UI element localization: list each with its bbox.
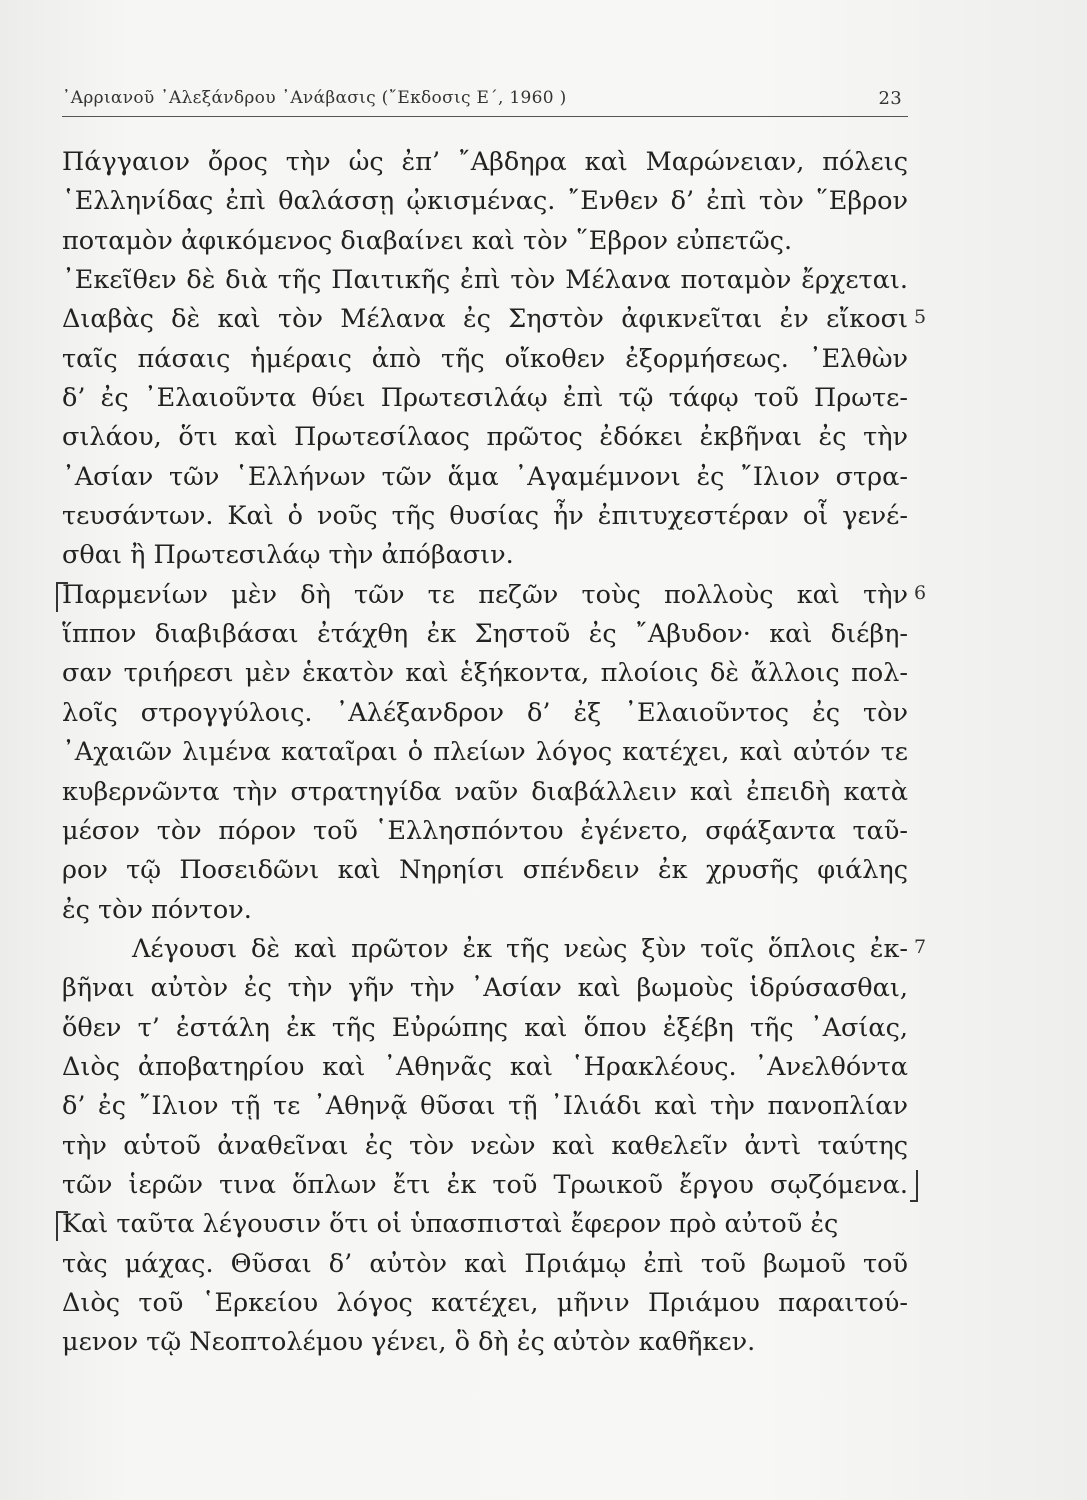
text-line: Λέγουσι δὲ καὶ πρῶτον ἐκ τῆς νεὼς ξὺν τοῖς ὅπλοις ἐκ-	[132, 933, 908, 964]
text-line: μενον τῷ Νεοπτολέμου γένει, ὃ δὴ ἐς αὐτὸν καθῆκεν.	[62, 1327, 756, 1358]
text-line: Διαβὰς δὲ καὶ τὸν Μέλανα ἐς Σηστὸν ἀφικνεῖται ἐν εἴκοσι	[62, 304, 908, 335]
text-line: ᾿Εκεῖθεν δὲ διὰ τῆς Παιτικῆς ἐπὶ τὸν Μέλανα ποταμὸν ἔρχεται.	[62, 265, 908, 296]
text-line: δ’ ἐς ῎Ιλιον τῇ τε ᾿Αθηνᾷ θῦσαι τῇ ᾿Ιλιάδι καὶ τὴν πανοπλίαν	[62, 1091, 908, 1122]
text-line: τῶν ἱερῶν τινα ὅπλων ἔτι ἐκ τοῦ Τρωικοῦ ἔργου σῳζόμενα.	[62, 1166, 908, 1205]
text-line: ρον τῷ Ποσειδῶνι καὶ Νηρηίσι σπένδειν ἐκ χρυσῆς φιάλης	[62, 855, 908, 886]
text-line: λοῖς στρογγύλοις. ᾿Αλέξανδρον δ’ ἐξ ᾿Ελαιοῦντος ἐς τὸν	[62, 697, 908, 728]
text-line: ᾿Ασίαν τῶν ῾Ελλήνων τῶν ἅμα ᾿Αγαμέμνονι ἐς ῎Ιλιον στρα-	[62, 461, 908, 492]
text-line: ῾Ελληνίδας ἐπὶ θαλάσσῃ ᾠκισμένας. ῎Ενθεν δ’ ἐπὶ τὸν ῞Εβρον	[62, 186, 908, 217]
running-header-title: ᾿Αρριανοῦ ᾿Αλεξάνδρου ᾿Ανάβασις (῎Εκδοσις Ε΄, 1960 )	[62, 88, 567, 108]
text-line: ἐς τὸν πόντον.	[62, 894, 252, 925]
text-line: ἵππον διαβιβάσαι ἐτάχθη ἐκ Σηστοῦ ἐς ῎Αβυδον· καὶ διέβη-	[62, 619, 908, 650]
text-line: βῆναι αὐτὸν ἐς τὴν γῆν τὴν ᾿Ασίαν καὶ βωμοὺς ἱδρύσασθαι,	[62, 973, 908, 1004]
section-number: 7	[914, 936, 927, 958]
header-rule	[62, 116, 908, 117]
text-line: ποταμὸν ἀφικόμενος διαβαίνει καὶ τὸν ῞Εβρον εὐπετῶς.	[62, 225, 793, 256]
text-line: Καὶ ταῦτα λέγουσιν ὅτι οἱ ὑπασπισταὶ ἔφερον πρὸ αὐτοῦ ἐς	[62, 1205, 908, 1244]
text-line: δ’ ἐς ᾿Ελαιοῦντα θύει Πρωτεσιλάῳ ἐπὶ τῷ τάφῳ τοῦ Πρωτε-	[62, 383, 908, 414]
text-line: ᾿Αχαιῶν λιμένα καταῖραι ὁ πλείων λόγος κατέχει, καὶ αὐτόν τε	[62, 737, 908, 768]
section-number: 6	[914, 581, 927, 604]
text-line: Πάγγαιον ὄρος τὴν ὡς ἐπ’ ῎Αβδηρα καὶ Μαρώνειαν, πόλεις	[62, 147, 908, 177]
text-line: σθαι ἢ Πρωτεσιλάῳ τὴν ἀπόβασιν.	[62, 540, 514, 571]
text-line: Διὸς τοῦ ῾Ερκείου λόγος κατέχει, μῆνιν Πριάμου παραιτού-	[62, 1287, 908, 1318]
text-line: Διὸς ἀποβατηρίου καὶ ᾿Αθηνᾶς καὶ ῾Ηρακλέους. ᾿Ανελθόντα	[62, 1051, 908, 1082]
text-line: τὴν αὑτοῦ ἀναθεῖναι ἐς τὸν νεὼν καὶ καθελεῖν ἀντὶ ταύτης	[62, 1130, 908, 1161]
text-line: ταῖς πάσαις ἡμέραις ἀπὸ τῆς οἴκοθεν ἐξορμήσεως. ᾿Ελθὼν	[62, 343, 908, 374]
text-line: κυβερνῶντα τὴν στρατηγίδα ναῦν διαβάλλειν καὶ ἐπειδὴ κατὰ	[62, 776, 908, 807]
text-line: ὅθεν τ’ ἐστάλη ἐκ τῆς Εὐρώπης καὶ ὅπου ἐξέβη τῆς ᾿Ασίας,	[62, 1012, 908, 1043]
text-line: τευσάντων. Καὶ ὁ νοῦς τῆς θυσίας ἦν ἐπιτυχεστέραν οἷ γενέ-	[62, 501, 908, 532]
text-line: σιλάου, ὅτι καὶ Πρωτεσίλαος πρῶτος ἐδόκει ἐκβῆναι ἐς τὴν	[62, 422, 908, 453]
text-line: σαν τριήρεσι μὲν ἑκατὸν καὶ ἑξήκοντα, πλοίοις δὲ ἄλλοις πολ-	[62, 658, 908, 689]
text-line: Παρμενίων μὲν δὴ τῶν τε πεζῶν τοὺς πολλοὺς καὶ τὴν	[62, 576, 908, 615]
body-text	[62, 143, 908, 1363]
page-number: 23	[878, 88, 902, 109]
text-line: τὰς μάχας. Θῦσαι δ’ αὐτὸν καὶ Πριάμῳ ἐπὶ τοῦ βωμοῦ τοῦ	[62, 1248, 908, 1279]
text-line: μέσον τὸν πόρον τοῦ ῾Ελλησπόντου ἐγένετο, σφάξαντα ταῦ-	[62, 815, 908, 846]
running-header	[62, 88, 902, 108]
section-number: 5	[914, 306, 927, 329]
